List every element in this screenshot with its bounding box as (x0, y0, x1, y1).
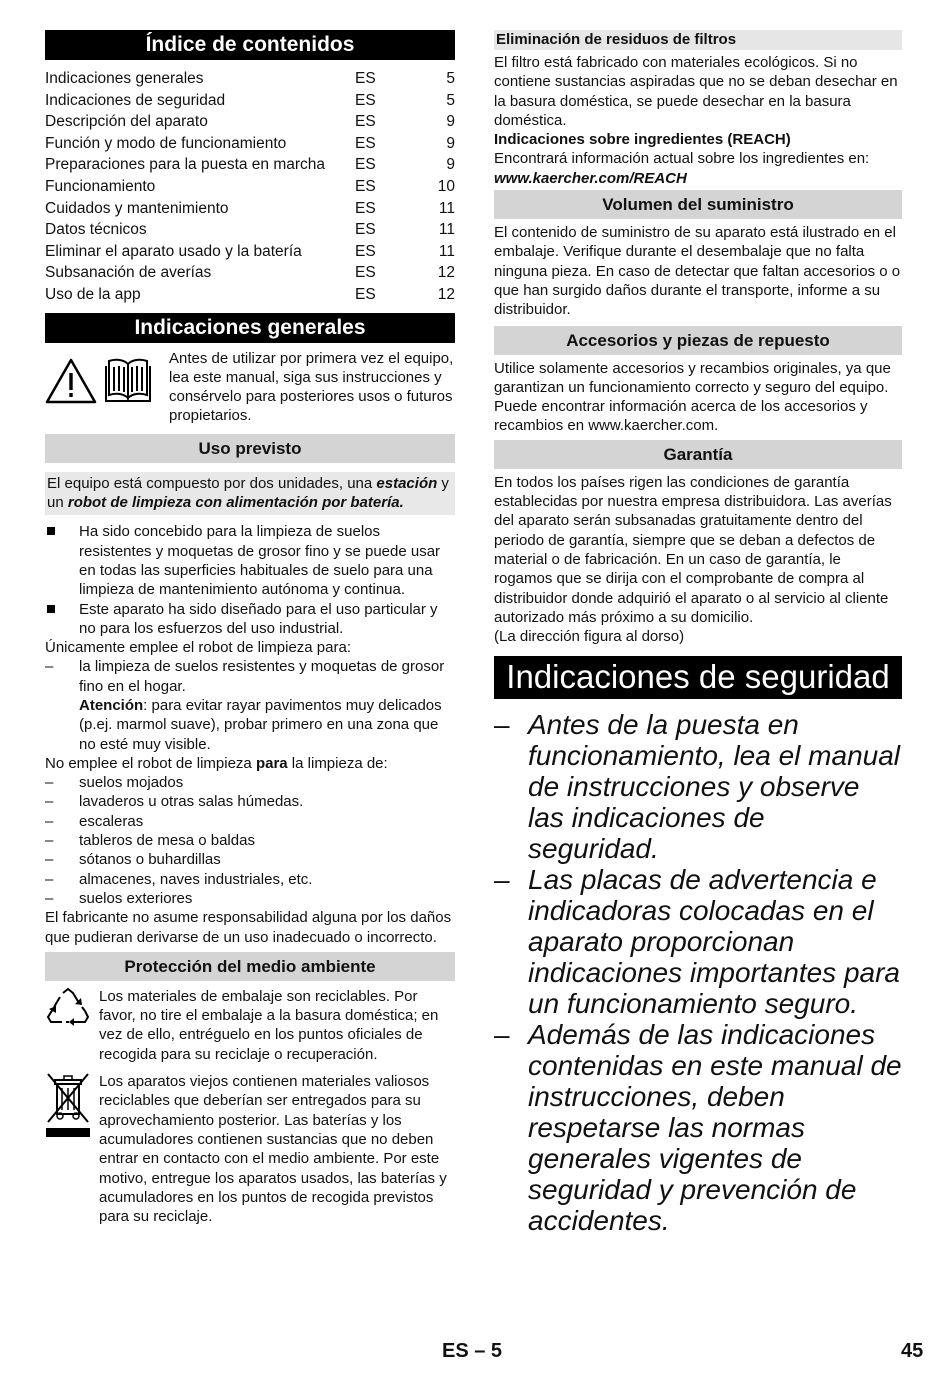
warranty-heading: Garantía (494, 440, 902, 469)
accessories-text: Utilice solamente accesorios y recambios originales, ya que garantizan un funcionamiento correcto y seguro del equipo. Puede encontrar información acerca de los accesorios y recambios en www.kaercher.com. (494, 359, 891, 435)
crossed-out-bin-icon (45, 1072, 91, 1144)
env-text-packaging: Los materiales de embalaje son reciclables. Por favor, no tire el embalaje a la basura doméstica; en vez de ello, entréguelo en los puntos oficiales de recogida para su reciclaje o recuperación. (99, 987, 439, 1063)
safety-list (494, 709, 902, 1236)
toc-entry-title: Uso de la app (45, 285, 141, 303)
warranty-text: En todos los países rigen las condiciones de garantía establecidas por nuestra empresa distribuidora. Las averías del aparato serán subsanadas gratuitamente dentro del periodo de garantía, siempre que se deban a defectos de material o de fabricación. En un caso de garantía, le rogamos que se dirija con el comprobante de compra al distribuidor donde adquirió el aparato o al servicio al cliente autorizado más próximo a su domicilio. (494, 473, 892, 626)
toc-row[interactable] (45, 284, 455, 306)
toc-entry-page: 9 (446, 113, 455, 131)
toc-entry-title: Función y modo de funcionamiento (45, 134, 287, 152)
general-heading: Indicaciones generales (45, 313, 455, 343)
toc-entry-title: Indicaciones generales (45, 70, 204, 87)
env-text-devices: Los aparatos viejos contienen materiales valiosos reciclables que deberían ser entregados para su aprovechamiento posterior. Las baterías y los acumuladores contienen sustancias que no deben entrar en contacto con el medio ambiente. Por este motivo, entregue los aparatos usados, las baterías y acumuladores en los puntos de recogida previstos para su reciclaje. (99, 1073, 447, 1226)
uso-only: Únicamente emplee el robot de limpieza para: (45, 639, 351, 657)
toc-row[interactable] (45, 68, 455, 90)
list-item: – Las placas de advertencia e indicadoras colocadas en el aparato proporcionan indicaciones importantes para un funcionamiento seguro. (494, 864, 902, 1019)
toc-entry-lang: ES (355, 113, 376, 131)
toc-entry-title: Preparaciones para la puesta en marcha (45, 156, 326, 174)
uso-only-list (45, 657, 455, 753)
list-item: – lavaderos u otras salas húmedas. (45, 792, 455, 811)
toc-row[interactable] (45, 219, 455, 241)
intro-icons (45, 349, 169, 426)
toc-entry-title: Datos técnicos (45, 221, 147, 239)
list-item: – sótanos o buhardillas (45, 850, 455, 869)
toc-row[interactable] (45, 241, 455, 263)
toc-entry-page: 10 (437, 177, 455, 195)
toc-entry-page: 11 (438, 242, 455, 260)
toc-row[interactable] (45, 262, 455, 284)
env-weee-block (45, 1072, 455, 1226)
toc-entry-page: 12 (437, 264, 455, 282)
toc-entry-page: 5 (446, 70, 455, 87)
footer-section-page: ES – 5 (442, 1340, 503, 1362)
attention-text: : para evitar rayar pavimentos muy delicados (p.ej. marmol suave), probar primero en una zona que no esté muy visible. (79, 696, 442, 753)
supply-heading: Volumen del suministro (494, 190, 902, 219)
safety-heading: Indicaciones de seguridad (494, 656, 902, 699)
toc-entry-page: 12 (437, 285, 455, 303)
recycling-icon (45, 987, 91, 1029)
uso-intro-text: El equipo está compuesto por dos unidades, una (47, 474, 377, 492)
uso-only-item: la limpieza de suelos resistentes y moquetas de grosor fino en el hogar. (79, 658, 445, 695)
toc-row[interactable] (45, 111, 455, 133)
list-item: – suelos mojados (45, 773, 455, 792)
toc-entry-lang: ES (355, 91, 376, 109)
uso-no-list (45, 773, 455, 908)
toc-entry-title: Funcionamiento (45, 177, 156, 195)
list-item: – almacenes, naves industriales, etc. (45, 870, 455, 889)
uso-no-text: No emplee el robot de limpieza (45, 754, 256, 772)
toc-entry-lang: ES (355, 177, 376, 195)
filters-heading: Eliminación de residuos de filtros (494, 30, 902, 50)
list-item: – tableros de mesa o baldas (45, 831, 455, 850)
toc-entry-title: Descripción del aparato (45, 113, 208, 131)
reach-heading: Indicaciones sobre ingredientes (REACH) (494, 131, 791, 149)
uso-no (45, 754, 455, 773)
toc-row[interactable] (45, 90, 455, 112)
uso-previsto-heading: Uso previsto (45, 434, 455, 463)
uso-bullet-list (45, 522, 455, 638)
list-item: Ha sido concebido para la limpieza de suelos resistentes y moquetas de grosor fino y se puede usar en todas las superficies habituales de suelo para una limpieza de mantenimiento autónoma y continua. (45, 522, 455, 599)
toc-row[interactable] (45, 154, 455, 176)
environment-heading: Protección del medio ambiente (45, 952, 455, 981)
weee-icon-wrap (45, 1072, 99, 1226)
toc-entry-page: 9 (446, 134, 455, 152)
toc-entry-title: Subsanación de averías (45, 264, 212, 282)
toc-row[interactable] (45, 133, 455, 155)
toc-heading: Índice de contenidos (45, 30, 455, 60)
table-of-contents (45, 68, 455, 306)
warranty-note: (La dirección figura al dorso) (494, 628, 685, 646)
footer-page-number: 45 (901, 1340, 924, 1362)
toc-entry-title: Cuidados y mantenimiento (45, 199, 229, 217)
toc-entry-page: 9 (446, 156, 455, 174)
manual-book-icon (103, 357, 153, 405)
filters-text: El filtro está fabricado con materiales ecológicos. Si no contiene sustancias aspiradas que no se deban desechar en la basura doméstica, se puede desechar en la basura doméstica. (494, 54, 898, 129)
reach-link[interactable]: www.kaercher.com/REACH (494, 169, 687, 187)
reach-text: Encontrará información actual sobre los ingredientes en: (494, 150, 870, 168)
toc-entry-lang: ES (355, 134, 376, 152)
list-item (45, 657, 455, 753)
recycling-icon-wrap (45, 987, 99, 1064)
list-item: – Además de las indicaciones contenidas en este manual de instrucciones, deben respetarse las normas generales vigentes de seguridad y prevención de accidentes. (494, 1019, 902, 1236)
toc-entry-lang: ES (355, 221, 376, 239)
uso-no-para: para (255, 754, 288, 772)
uso-disclaimer: El fabricante no asume responsabilidad alguna por los daños que pudieran derivarse de un uso inadecuado o incorrecto. (45, 909, 452, 946)
toc-entry-page: 11 (438, 199, 455, 217)
list-item: – Antes de la puesta en funcionamiento, lea el manual de instrucciones y observe las indicaciones de seguridad. (494, 709, 902, 864)
list-item: – escaleras (45, 812, 455, 831)
toc-entry-lang: ES (355, 242, 376, 260)
toc-entry-lang: ES (355, 264, 376, 282)
uso-intro-estacion: estación (376, 474, 438, 492)
uso-intro-text: y un (47, 474, 449, 512)
general-intro (45, 349, 455, 426)
toc-entry-title: Indicaciones de seguridad (45, 91, 226, 109)
toc-entry-title: Eliminar el aparato usado y la batería (45, 242, 302, 260)
left-column (45, 30, 455, 1226)
toc-entry-page: 11 (438, 221, 455, 239)
uso-intro-robot: robot de limpieza con alimentación por batería. (67, 494, 404, 512)
toc-entry-page: 5 (446, 91, 455, 109)
toc-entry-lang: ES (355, 199, 376, 217)
general-text: Antes de utilizar por primera vez el equipo, lea este manual, siga sus instrucciones y consérvelo para posteriores usos o futuros propietarios. (169, 349, 454, 425)
uso-intro (45, 472, 455, 516)
attention-label: Atención (79, 696, 144, 714)
uso-no-text: la limpieza de: (287, 754, 388, 772)
supply-text: El contenido de suministro de su aparato está ilustrado en el embalaje. Verifique durante el desembalaje que no falta ninguna pieza. En caso de detectar que faltan accesorios o o que han surgido daños durante el transporte, informe a su distribuidor. (494, 224, 901, 319)
toc-entry-lang: ES (355, 156, 376, 174)
toc-row[interactable] (45, 198, 455, 220)
toc-entry-lang: ES (355, 70, 376, 87)
toc-row[interactable] (45, 176, 455, 198)
env-recycling-block (45, 987, 455, 1064)
right-column (494, 30, 902, 1236)
toc-entry-lang: ES (355, 285, 376, 303)
warning-icon (45, 357, 97, 405)
list-item: – suelos exteriores (45, 889, 455, 908)
accessories-heading: Accesorios y piezas de repuesto (494, 326, 902, 355)
list-item: Este aparato ha sido diseñado para el uso particular y no para los esfuerzos del uso industrial. (45, 600, 455, 639)
